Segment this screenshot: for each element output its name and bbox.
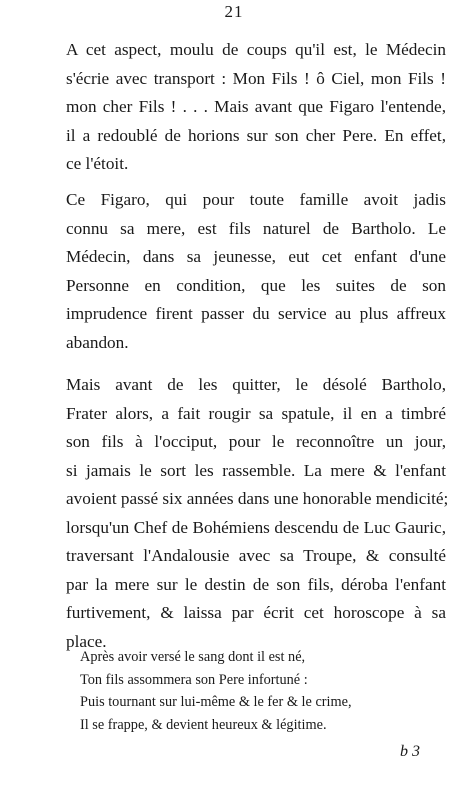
paragraph-line: Frater alors, a fait rougir sa spatule, il en a timbré <box>66 403 446 423</box>
paragraph-line: mon cher Fils ! . . . Mais avant que Figaro l'entende, <box>66 97 446 116</box>
verse-line: Ton fils assommera son Pere infortuné : <box>80 671 308 688</box>
paragraph-line: ce l'étoit. <box>66 154 129 173</box>
verse-line: Après avoir versé le sang dont il est né, <box>80 649 306 665</box>
paragraph-line: connu sa mere, est fils naturel de Bartholo. Le <box>66 218 446 238</box>
horoscope-verse <box>80 646 420 736</box>
paragraph-line: il a redoublé de horions sur son cher Pere. En effet, <box>66 125 446 145</box>
paragraph-line: abandon. <box>66 332 129 352</box>
paragraph-line: Médecin, dans sa jeunesse, eut cet enfant d'une <box>66 247 446 266</box>
paragraph-line: furtivement, & laissa par écrit cet horoscope à sa <box>66 603 446 622</box>
paragraph-line: lorsqu'un Chef de Bohémiens descendu de Luc Gauric, <box>66 517 446 537</box>
page-number: 21 <box>224 2 244 21</box>
paragraph-line: par la mere sur le destin de son fils, déroba l'enfant <box>66 574 446 594</box>
paragraph-line: son fils à l'occiput, pour le reconnoître un jour, <box>66 432 446 451</box>
paragraph-line: A cet aspect, moulu de coups qu'il est, le Médecin <box>66 40 446 59</box>
paragraph-line: s'écrie avec transport : Mon Fils ! ô Ciel, mon Fils ! <box>66 68 446 88</box>
verse-line: Il se frappe, & devient heureux & légitime. <box>80 716 327 733</box>
paragraph-line: traversant l'Andalousie avec sa Troupe, & consulté <box>66 546 446 565</box>
paragraph-line: place. <box>66 631 107 651</box>
paragraph-1 <box>66 36 446 179</box>
paragraph-line: Mais avant de les quitter, le désolé Bartholo, <box>66 375 446 394</box>
paragraph-3 <box>66 371 449 656</box>
paragraph-line: Personne en condition, que les suites de son <box>66 275 446 295</box>
paragraph-line: Ce Figaro, qui pour toute famille avoit jadis <box>66 190 446 209</box>
paragraph-2 <box>66 186 446 357</box>
paragraph-line: si jamais le sort les rassemble. La mere & l'enfant <box>66 460 446 480</box>
signature-mark: b 3 <box>400 743 420 760</box>
verse-line: Puis tournant sur lui-même & le fer & le crime, <box>80 694 352 710</box>
paragraph-line: imprudence firent passer du service au plus affreux <box>66 304 446 323</box>
paragraph-line: avoient passé six années dans une honorable mendicité; <box>66 489 449 508</box>
